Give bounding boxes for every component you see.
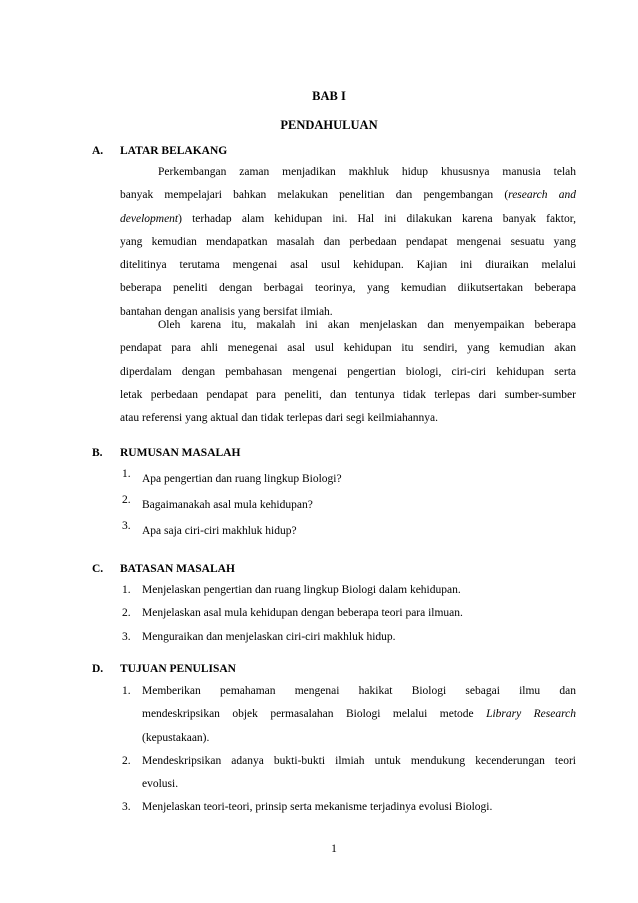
text-span: banyak mempelajari bahkan melakukan penelitian dan pengembangan ( <box>120 189 509 202</box>
section-c-list <box>120 579 576 649</box>
section-d-title: TUJUAN PENULISAN <box>120 663 236 675</box>
list-item <box>120 626 576 649</box>
chapter-title: PENDAHULUAN <box>280 118 378 132</box>
section-b-letter: B. <box>92 447 103 459</box>
section-d-letter: D. <box>92 663 104 675</box>
list-text: Memberikan pemahaman mengenai hakikat Biologi sebagai ilmu dan <box>142 685 576 697</box>
italic-term: research and <box>508 189 576 202</box>
section-a-letter: A. <box>92 145 104 157</box>
section-a-title: LATAR BELAKANG <box>120 145 228 157</box>
list-text: (kepustakaan). <box>142 731 210 744</box>
list-text: Menjelaskan pengertian dan ruang lingkup Biologi dalam kehidupan. <box>142 584 461 596</box>
list-text: Bagaimanakah asal mula kehidupan? <box>142 499 313 511</box>
list-number: 3. <box>122 520 131 532</box>
text-line: atau referensi yang aktual dan tidak terlepas dari segi keilmiahannya. <box>120 412 439 425</box>
section-d-list <box>120 680 576 820</box>
list-item <box>120 680 576 750</box>
text-line: Oleh karena itu, makalah ini akan menjelaskan dan menyempaikan beberapa <box>158 319 576 331</box>
list-text: Menjelaskan teori-teori, prinsip serta mekanisme terjadinya evolusi Biologi. <box>142 801 493 814</box>
section-a-paragraph-2 <box>120 314 576 430</box>
text-line: letak perbedaan pendapat para peneliti, dan tentunya tidak terlepas dari sumber-sumber <box>120 388 576 401</box>
list-text: evolusi. <box>142 778 179 791</box>
text-line: pendapat para ahli menegenai asal usul kehidupan itu sendiri, yang kemudian akan <box>120 342 576 355</box>
text-line: yang kemudian mendapatkan masalah dan perbedaan pendapat mengenai sesuatu yang <box>120 235 576 248</box>
list-text: Menjelaskan asal mula kehidupan dengan beberapa teori para ilmuan. <box>142 607 463 620</box>
section-b-list <box>120 468 576 546</box>
section-c-letter: C. <box>92 563 104 575</box>
list-text <box>142 703 576 726</box>
text-line: ditelitinya terutama mengenai asal usul kehidupan. Kajian ini diuraikan melalui <box>120 259 576 272</box>
list-number: 2. <box>122 494 131 506</box>
section-a-paragraph-1 <box>120 161 576 324</box>
italic-term: Library Research <box>486 708 576 721</box>
list-item <box>120 579 576 602</box>
list-item <box>120 602 576 625</box>
list-text: Apa saja ciri-ciri makhluk hidup? <box>142 525 297 537</box>
section-c-title: BATASAN MASALAH <box>120 563 235 575</box>
list-item <box>120 494 576 520</box>
list-number: 1. <box>122 468 131 480</box>
section-b-title: RUMUSAN MASALAH <box>120 447 241 459</box>
list-item <box>120 750 576 797</box>
text-line: bantahan dengan analisis yang bersifat ilmiah. <box>120 305 333 318</box>
page-number: 1 <box>331 843 337 855</box>
list-text: Apa pengertian dan ruang lingkup Biologi? <box>142 473 342 485</box>
list-number: 2. <box>122 754 131 767</box>
list-item <box>120 468 576 494</box>
list-item <box>120 520 576 546</box>
list-number: 3. <box>122 630 131 643</box>
text-line <box>120 184 576 207</box>
list-text: Mendeskripsikan adanya bukti-bukti ilmiah untuk mendukung kecenderungan teori <box>142 754 576 767</box>
text-span: mendeskripsikan objek permasalahan Biologi melalui metode <box>142 708 487 721</box>
chapter-label: BAB I <box>312 89 346 103</box>
list-number: 2. <box>122 607 131 620</box>
list-text: Menguraikan dan menjelaskan ciri-ciri makhluk hidup. <box>142 630 396 643</box>
list-item <box>120 796 576 819</box>
list-number: 3. <box>122 801 131 814</box>
list-number: 1. <box>122 584 131 596</box>
text-span: ) terhadap alam kehidupan ini. Hal ini dilakukan karena banyak faktor, <box>178 212 576 225</box>
italic-term: development <box>120 212 179 225</box>
text-line <box>120 208 576 231</box>
text-line: diperdalam dengan pembahasan mengenai pengertian biologi, ciri-ciri kehidupan serta <box>120 365 576 378</box>
text-line: beberapa peneliti dengan berbagai teorinya, yang kemudian diikutsertakan beberapa <box>120 282 576 295</box>
list-number: 1. <box>122 685 131 697</box>
text-line: Perkembangan zaman menjadikan makhluk hidup khususnya manusia telah <box>158 166 576 178</box>
